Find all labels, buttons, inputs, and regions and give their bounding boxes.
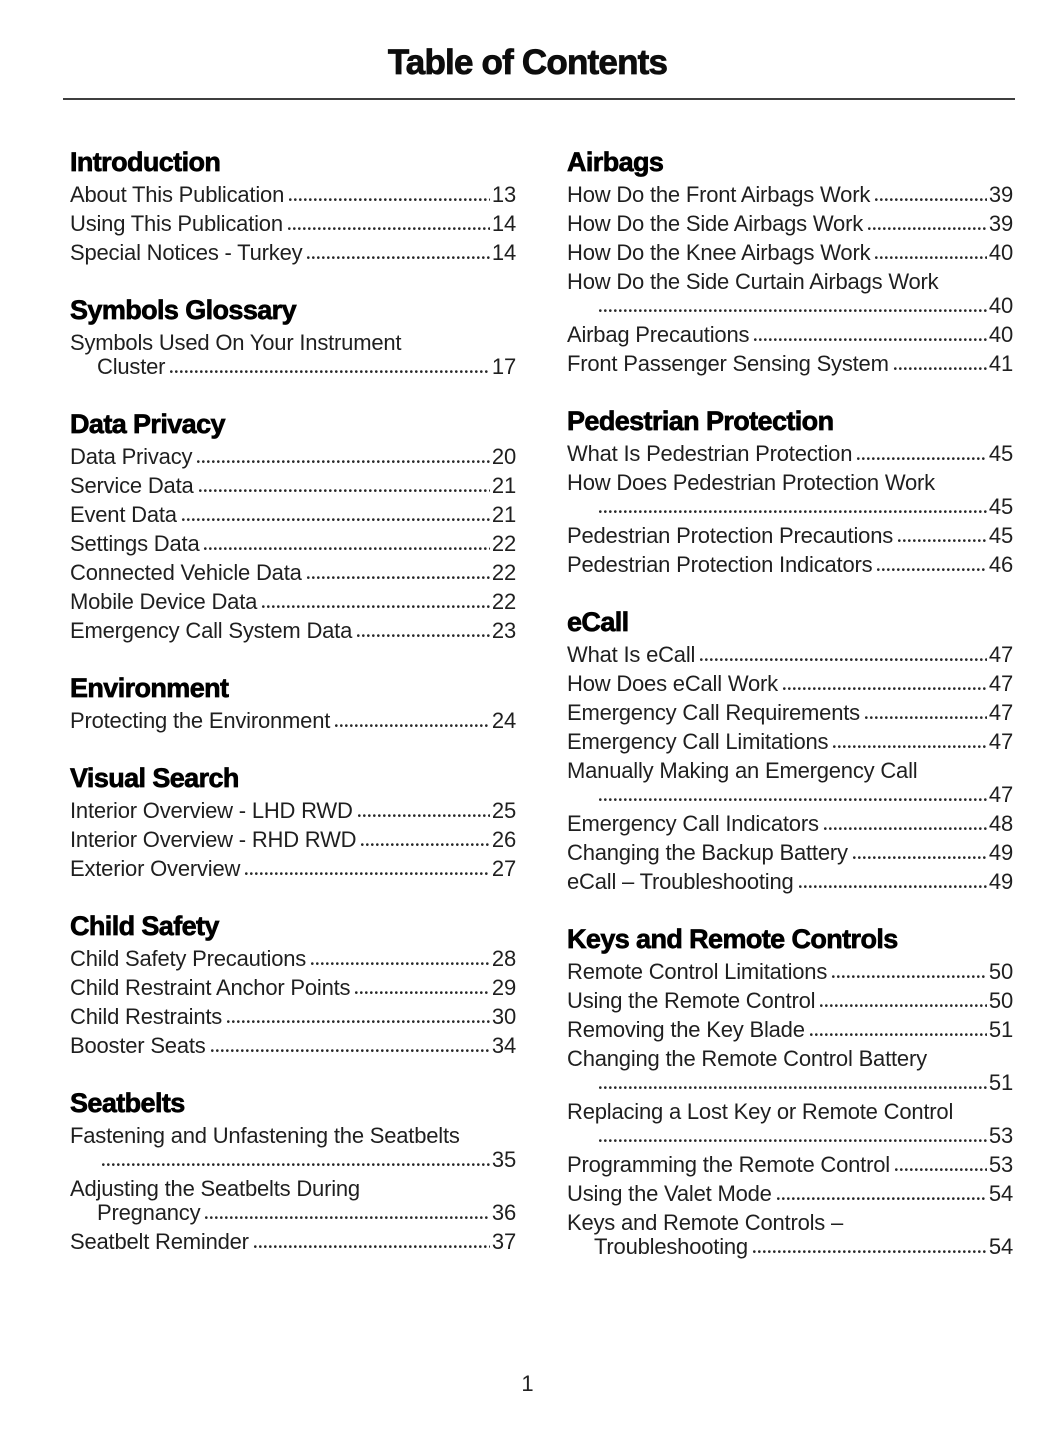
entry-line <box>567 698 1013 727</box>
dot-leader <box>102 1162 490 1167</box>
dot-leader <box>227 1019 490 1024</box>
entry-line <box>567 238 1013 267</box>
toc-entry <box>70 1031 516 1060</box>
toc-entry <box>567 756 1013 809</box>
dot-leader <box>599 1085 987 1090</box>
entry-line <box>567 349 1013 378</box>
entry-line <box>70 616 516 645</box>
page-number: 1 <box>521 1371 534 1396</box>
toc-entry <box>567 698 1013 727</box>
toc-entry <box>567 468 1013 521</box>
section-heading: Environment <box>70 673 229 703</box>
toc-entry <box>567 1150 1013 1179</box>
entry-line <box>70 1227 516 1256</box>
section-heading: Child Safety <box>70 911 219 941</box>
dot-leader <box>307 255 490 260</box>
entry-line <box>70 706 516 735</box>
entry-text: Interior Overview - RHD RWD <box>70 827 357 852</box>
dot-leader <box>254 1244 490 1249</box>
entry-text: Removing the Key Blade <box>567 1017 805 1042</box>
entry-page-number: 29 <box>491 975 516 1000</box>
dot-leader <box>833 744 987 749</box>
toc-section <box>70 146 516 267</box>
dot-leader <box>599 797 987 802</box>
toc-entry <box>70 825 516 854</box>
entry-text: Using This Publication <box>70 211 283 236</box>
dot-leader <box>810 1032 987 1037</box>
page-title: Table of Contents <box>387 43 668 82</box>
entry-text: Fastening and Unfastening the Seatbelts <box>70 1123 460 1148</box>
entry-line <box>70 180 516 209</box>
entry-line <box>567 180 1013 209</box>
entry-line <box>567 986 1013 1015</box>
entry-page-number: 34 <box>491 1033 516 1058</box>
entry-text: Exterior Overview <box>70 856 241 881</box>
dot-leader <box>799 884 987 889</box>
entry-page-number: 13 <box>491 182 516 207</box>
toc-entry <box>70 706 516 735</box>
entry-page-number: 21 <box>491 473 516 498</box>
toc-entry <box>567 838 1013 867</box>
entry-page-number: 22 <box>491 531 516 556</box>
entry-text: Programming the Remote Control <box>567 1152 890 1177</box>
dot-leader <box>170 369 490 374</box>
entry-line <box>567 838 1013 867</box>
entry-text: Changing the Remote Control Battery <box>567 1046 927 1071</box>
dot-leader <box>358 813 490 818</box>
entry-line <box>70 587 516 616</box>
entry-text: Emergency Call Requirements <box>567 700 860 725</box>
entry-line <box>567 439 1013 468</box>
section-heading: Airbags <box>567 147 664 177</box>
section-heading: Visual Search <box>70 763 239 793</box>
entry-line <box>567 1179 1013 1208</box>
toc-entry <box>70 529 516 558</box>
entry-text: Airbag Precautions <box>567 322 750 347</box>
entry-text: Pedestrian Protection Precautions <box>567 523 894 548</box>
entry-text: Emergency Call Indicators <box>567 811 819 836</box>
dot-leader <box>894 366 987 371</box>
dot-leader <box>777 1196 987 1201</box>
dot-leader <box>783 686 987 691</box>
toc-section <box>567 146 1013 378</box>
dot-leader <box>335 723 490 728</box>
dot-leader <box>754 337 987 342</box>
dot-leader <box>182 517 490 522</box>
toc-entry <box>70 328 516 381</box>
entry-text: Child Restraints <box>70 1004 223 1029</box>
toc-section <box>70 294 516 381</box>
dot-leader <box>361 842 490 847</box>
entry-line <box>70 825 516 854</box>
entry-line <box>567 809 1013 838</box>
toc-section <box>70 1087 516 1256</box>
toc-entry <box>567 669 1013 698</box>
entry-text: What Is Pedestrian Protection <box>567 441 853 466</box>
entry-page-number: 47 <box>988 782 1013 807</box>
entry-page-number: 20 <box>491 444 516 469</box>
toc-entry <box>567 957 1013 986</box>
entry-line <box>70 471 516 500</box>
toc-entry <box>70 944 516 973</box>
section-heading: Introduction <box>70 147 221 177</box>
entry-text: How Do the Knee Airbags Work <box>567 240 871 265</box>
dot-leader <box>199 488 490 493</box>
toc-entry <box>70 1227 516 1256</box>
entry-page-number: 47 <box>988 700 1013 725</box>
entry-page-number: 47 <box>988 729 1013 754</box>
toc-section <box>70 910 516 1060</box>
entry-line <box>567 957 1013 986</box>
entry-text: Adjusting the Seatbelts During <box>70 1176 360 1201</box>
entry-page-number: 39 <box>988 211 1013 236</box>
toc-entry <box>70 180 516 209</box>
toc-entry <box>567 727 1013 756</box>
dot-leader <box>865 715 987 720</box>
dot-leader <box>898 538 987 543</box>
entry-line <box>70 1002 516 1031</box>
toc-entry <box>70 973 516 1002</box>
toc-entry <box>567 867 1013 896</box>
toc-column-right <box>567 146 1013 1261</box>
entry-text: Changing the Backup Battery <box>567 840 848 865</box>
entry-text: Seatbelt Reminder <box>70 1229 249 1254</box>
entry-page-number: 54 <box>988 1181 1013 1206</box>
toc-entry <box>70 209 516 238</box>
entry-page-number: 25 <box>491 798 516 823</box>
dot-leader <box>204 546 489 551</box>
entry-page-number: 14 <box>491 240 516 265</box>
entry-text: Symbols Used On Your Instrument <box>70 330 402 355</box>
dot-leader <box>599 308 987 313</box>
section-heading: Symbols Glossary <box>70 295 297 325</box>
toc-entry <box>567 267 1013 320</box>
entry-line <box>70 529 516 558</box>
entry-line <box>567 867 1013 896</box>
toc-entry <box>567 1208 1013 1261</box>
toc-entry <box>70 796 516 825</box>
entry-text: How Does Pedestrian Protection Work <box>567 470 935 495</box>
entry-text: Replacing a Lost Key or Remote Control <box>567 1099 954 1124</box>
dot-leader <box>599 1138 987 1143</box>
entry-page-number: 49 <box>988 840 1013 865</box>
toc-column-left <box>70 146 516 1261</box>
dot-leader <box>857 456 987 461</box>
dot-leader <box>288 226 490 231</box>
entry-line <box>70 500 516 529</box>
entry-page-number: 49 <box>988 869 1013 894</box>
section-heading: eCall <box>567 607 629 637</box>
dot-leader <box>853 855 987 860</box>
toc-entry <box>567 209 1013 238</box>
toc-entry <box>70 238 516 267</box>
entry-page-number: 47 <box>988 642 1013 667</box>
dot-leader <box>197 459 490 464</box>
entry-text: About This Publication <box>70 182 285 207</box>
title-divider <box>63 98 1015 100</box>
dot-leader <box>211 1048 490 1053</box>
toc-entry <box>567 550 1013 579</box>
dot-leader <box>311 961 490 966</box>
entry-page-number: 40 <box>988 293 1013 318</box>
dot-leader <box>289 197 490 202</box>
dot-leader <box>357 633 490 638</box>
entry-page-number: 14 <box>491 211 516 236</box>
entry-text: Pregnancy <box>97 1200 201 1225</box>
dot-leader <box>895 1167 987 1172</box>
entry-line <box>70 1031 516 1060</box>
toc-entry <box>567 809 1013 838</box>
entry-line <box>70 558 516 587</box>
toc-section <box>70 762 516 883</box>
entry-line <box>567 640 1013 669</box>
dot-leader <box>307 575 490 580</box>
entry-page-number: 37 <box>491 1229 516 1254</box>
entry-text: Emergency Call System Data <box>70 618 353 643</box>
dot-leader <box>262 604 490 609</box>
entry-line <box>567 209 1013 238</box>
entry-page-number: 17 <box>491 354 516 379</box>
entry-page-number: 27 <box>491 856 516 881</box>
entry-text: Connected Vehicle Data <box>70 560 302 585</box>
entry-page-number: 35 <box>491 1147 516 1172</box>
entry-text: How Do the Side Curtain Airbags Work <box>567 269 939 294</box>
toc-entry <box>567 1044 1013 1097</box>
entry-text: Mobile Device Data <box>70 589 258 614</box>
toc-entry <box>70 500 516 529</box>
entry-page-number: 50 <box>988 988 1013 1013</box>
dot-leader <box>245 871 490 876</box>
entry-text: Child Safety Precautions <box>70 946 307 971</box>
entry-text: Protecting the Environment <box>70 708 331 733</box>
entry-line <box>70 854 516 883</box>
entry-page-number: 45 <box>988 494 1013 519</box>
entry-page-number: 48 <box>988 811 1013 836</box>
entry-page-number: 21 <box>491 502 516 527</box>
entry-page-number: 40 <box>988 322 1013 347</box>
entry-page-number: 22 <box>491 589 516 614</box>
entry-page-number: 51 <box>988 1017 1013 1042</box>
entry-page-number: 26 <box>491 827 516 852</box>
entry-line <box>70 973 516 1002</box>
dot-leader <box>820 1003 987 1008</box>
toc-entry <box>70 1174 516 1227</box>
dot-leader <box>753 1249 987 1254</box>
toc-section <box>567 923 1013 1261</box>
entry-line <box>567 320 1013 349</box>
toc-entry <box>567 1179 1013 1208</box>
section-heading: Data Privacy <box>70 409 225 439</box>
entry-page-number: 41 <box>988 351 1013 376</box>
section-heading: Keys and Remote Controls <box>567 924 898 954</box>
section-heading: Pedestrian Protection <box>567 406 834 436</box>
entry-text: Booster Seats <box>70 1033 206 1058</box>
toc-entry <box>70 587 516 616</box>
toc-entry <box>70 442 516 471</box>
entry-line <box>567 1150 1013 1179</box>
entry-page-number: 22 <box>491 560 516 585</box>
entry-text: Special Notices - Turkey <box>70 240 303 265</box>
toc-entry <box>567 521 1013 550</box>
entry-text: Data Privacy <box>70 444 193 469</box>
entry-text: Child Restraint Anchor Points <box>70 975 351 1000</box>
entry-text: Cluster <box>97 354 166 379</box>
toc-entry <box>70 616 516 645</box>
entry-line <box>567 521 1013 550</box>
dot-leader <box>877 567 986 572</box>
entry-page-number: 45 <box>988 441 1013 466</box>
dot-leader <box>875 197 987 202</box>
toc-entry <box>70 558 516 587</box>
entry-page-number: 54 <box>988 1234 1013 1259</box>
entry-text: Pedestrian Protection Indicators <box>567 552 873 577</box>
toc-section <box>70 408 516 645</box>
toc-entry <box>70 854 516 883</box>
toc-entry <box>567 986 1013 1015</box>
dot-leader <box>875 255 987 260</box>
toc-entry <box>70 1002 516 1031</box>
entry-text: How Does eCall Work <box>567 671 778 696</box>
toc-entry <box>567 640 1013 669</box>
toc-entry <box>567 320 1013 349</box>
entry-page-number: 36 <box>491 1200 516 1225</box>
dot-leader <box>355 990 490 995</box>
entry-page-number: 45 <box>988 523 1013 548</box>
entry-text: Service Data <box>70 473 194 498</box>
entry-page-number: 24 <box>491 708 516 733</box>
entry-text: Emergency Call Limitations <box>567 729 829 754</box>
toc-section <box>70 672 516 735</box>
entry-line <box>567 669 1013 698</box>
toc-entry <box>567 180 1013 209</box>
entry-page-number: 23 <box>491 618 516 643</box>
entry-text: Remote Control Limitations <box>567 959 828 984</box>
entry-page-number: 47 <box>988 671 1013 696</box>
entry-text: Front Passenger Sensing System <box>567 351 889 376</box>
entry-line <box>70 238 516 267</box>
entry-page-number: 46 <box>988 552 1013 577</box>
toc-columns <box>70 146 1016 1261</box>
dot-leader <box>599 509 987 514</box>
entry-line <box>567 727 1013 756</box>
entry-page-number: 39 <box>988 182 1013 207</box>
entry-page-number: 51 <box>988 1070 1013 1095</box>
entry-text: eCall – Troubleshooting <box>567 869 794 894</box>
entry-text: Event Data <box>70 502 177 527</box>
entry-line <box>70 442 516 471</box>
entry-page-number: 53 <box>988 1152 1013 1177</box>
entry-text: Manually Making an Emergency Call <box>567 758 918 783</box>
toc-entry <box>567 1015 1013 1044</box>
toc-entry <box>70 1121 516 1174</box>
entry-text: Using the Valet Mode <box>567 1181 772 1206</box>
entry-text: Settings Data <box>70 531 200 556</box>
entry-page-number: 28 <box>491 946 516 971</box>
entry-line <box>567 550 1013 579</box>
toc-section <box>567 405 1013 579</box>
entry-text: Troubleshooting <box>594 1234 748 1259</box>
section-heading: Seatbelts <box>70 1088 185 1118</box>
dot-leader <box>824 826 987 831</box>
toc-entry <box>567 439 1013 468</box>
entry-line <box>70 944 516 973</box>
entry-line <box>70 209 516 238</box>
entry-text: How Do the Front Airbags Work <box>567 182 871 207</box>
entry-line <box>567 1015 1013 1044</box>
entry-text: What Is eCall <box>567 642 696 667</box>
dot-leader <box>700 657 987 662</box>
entry-page-number: 30 <box>491 1004 516 1029</box>
toc-entry <box>567 349 1013 378</box>
toc-section <box>567 606 1013 896</box>
entry-page-number: 53 <box>988 1123 1013 1148</box>
dot-leader <box>205 1215 490 1220</box>
toc-entry <box>567 1097 1013 1150</box>
entry-text: Interior Overview - LHD RWD <box>70 798 353 823</box>
toc-entry <box>567 238 1013 267</box>
entry-text: How Do the Side Airbags Work <box>567 211 864 236</box>
entry-page-number: 50 <box>988 959 1013 984</box>
entry-text: Keys and Remote Controls – <box>567 1210 844 1235</box>
toc-entry <box>70 471 516 500</box>
entry-page-number: 40 <box>988 240 1013 265</box>
dot-leader <box>832 974 987 979</box>
dot-leader <box>868 226 987 231</box>
entry-line <box>70 796 516 825</box>
entry-text: Using the Remote Control <box>567 988 816 1013</box>
